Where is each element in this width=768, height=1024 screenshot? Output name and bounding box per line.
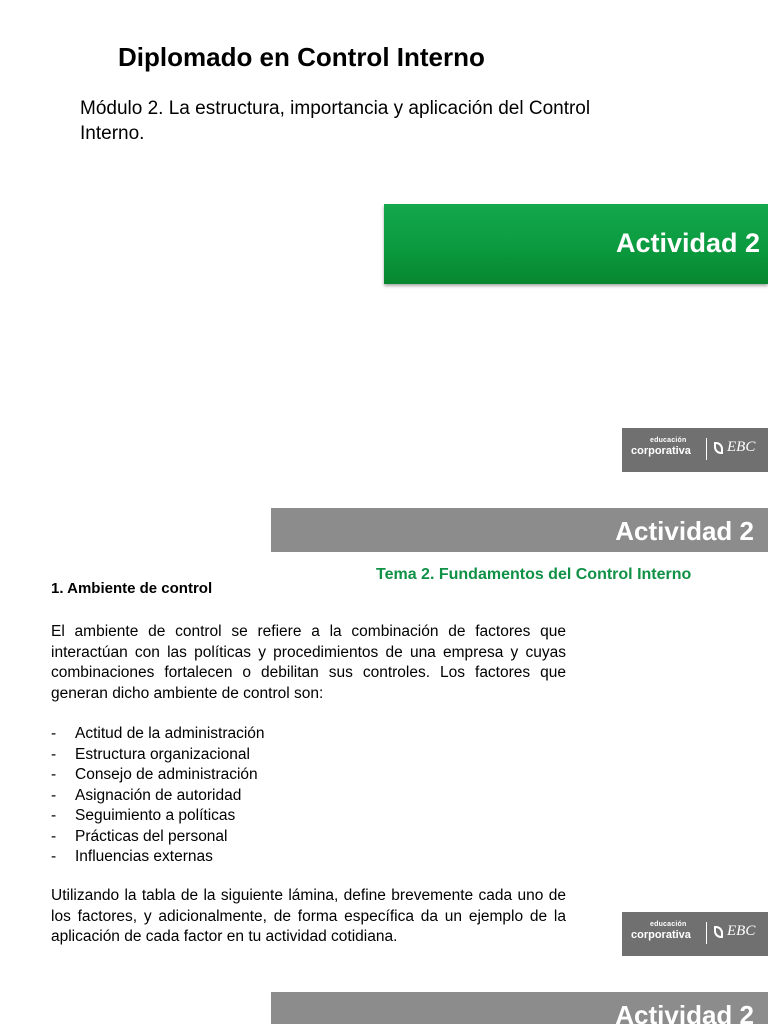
slide-2: [0, 488, 768, 992]
activity-banner-gray: [271, 992, 768, 1024]
logo-brand: EBC: [727, 923, 756, 939]
ebc-logo: [622, 428, 768, 472]
instructions-paragraph: Utilizando la tabla de la siguiente lámina, define brevemente cada uno de los factores, y adicionalmente, de forma específica da un ejemplo de la aplicación de cada factor en tu actividad cotidiana.: [51, 887, 566, 945]
logo-separator: [706, 438, 707, 460]
logo-separator: [706, 922, 707, 944]
activity-banner-green: [384, 204, 768, 284]
leaf-icon: [714, 442, 723, 454]
logo-line1: educación: [650, 921, 687, 928]
list-item: - Influencias externas: [51, 848, 213, 865]
activity-banner-label: Actividad 2: [615, 228, 760, 258]
list-item: - Prácticas del personal: [51, 827, 228, 845]
activity-banner-label: Actividad 2: [615, 1000, 754, 1024]
intro-paragraph: El ambiente de control se refiere a la combinación de factores que interactúan con las políticas y procedimientos de una empresa y cuyas combinaciones fortalecen o debilitan sus controles. Los factores que generan dicho ambiente de control son:: [51, 623, 566, 702]
ebc-logo: [622, 912, 768, 956]
leaf-icon: [714, 926, 723, 938]
logo-brand: EBC: [727, 439, 756, 455]
course-title: Diplomado en Control Interno: [118, 42, 485, 72]
activity-banner-label: Actividad 2: [615, 516, 754, 546]
topic-title: Tema 2. Fundamentos del Control Interno: [376, 566, 692, 583]
list-item: - Asignación de autoridad: [51, 786, 242, 804]
logo-line2: corporativa: [631, 445, 691, 457]
list-item: - Consejo de administración: [51, 766, 258, 783]
logo-line1: educación: [650, 437, 687, 444]
list-item: - Actitud de la administración: [51, 725, 265, 742]
slide-1: [0, 0, 768, 488]
module-subtitle: Módulo 2. La estructura, importancia y aplicación del Control Interno.: [80, 98, 591, 144]
logo-line2: corporativa: [631, 929, 691, 941]
activity-banner-gray: [271, 508, 768, 552]
list-item: - Seguimiento a políticas: [51, 807, 236, 824]
slide-3: [0, 992, 768, 1024]
factor-list: [51, 724, 265, 868]
section-title: 1. Ambiente de control: [51, 580, 213, 597]
list-item: - Estructura organizacional: [51, 745, 250, 763]
